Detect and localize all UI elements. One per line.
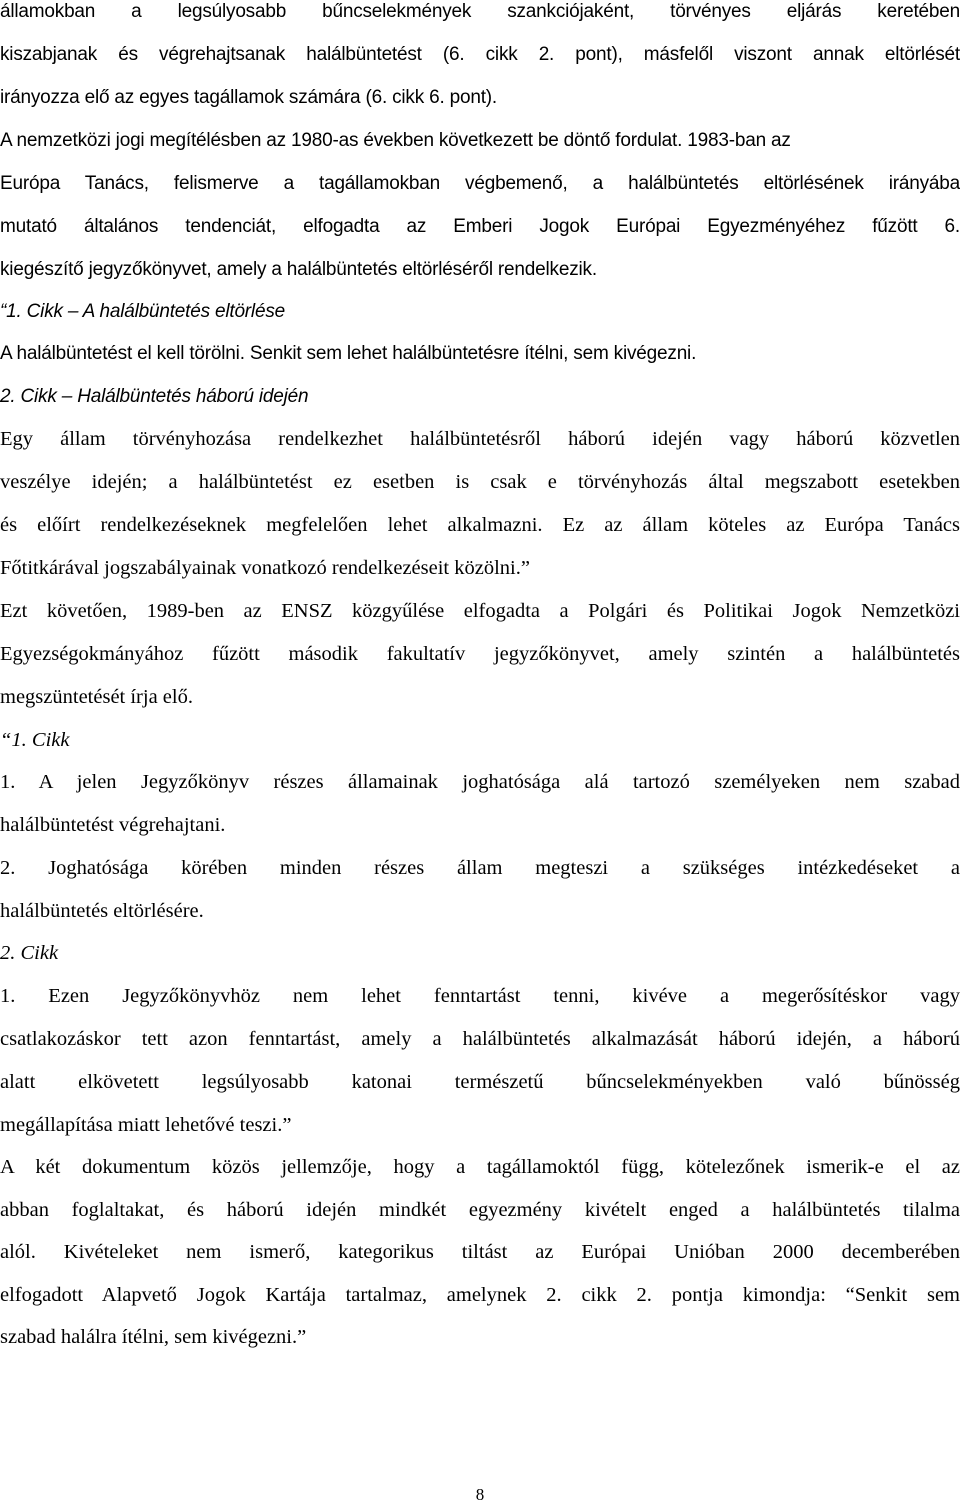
text-line: megszüntetését írja elő.	[0, 686, 193, 708]
text-line: Egy állam törvényhozása rendelkezhet halálbüntetésről háború idején vagy háború közvetlen	[0, 428, 960, 450]
text-line: és előírt rendelkezéseknek megfelelően lehet alkalmazni. Ez az állam köteles az Európa Tanács	[0, 514, 960, 536]
text-line: A nemzetközi jogi megítélésben az 1980-as években következett be döntő fordulat. 1983-ban az	[0, 130, 791, 151]
article-heading: “1. Cikk	[0, 729, 70, 751]
page-number: 8	[475, 1485, 485, 1504]
text-line: elfogadott Alapvető Jogok Kartája tartalmaz, amelynek 2. cikk 2. pontja kimondja: “Senkit sem	[0, 1284, 960, 1306]
text-line: alól. Kivételeket nem ismerő, kategorikus tiltást az Európai Unióban 2000 decemberében	[0, 1241, 960, 1263]
text-line: A két dokumentum közös jellemzője, hogy a tagállamoktól függ, kötelezőnek ismerik-e el az	[0, 1156, 960, 1178]
article-heading: 2. Cikk – Halálbüntetés háború idején	[0, 386, 309, 407]
article-heading: “1. Cikk – A halálbüntetés eltörlése	[0, 301, 285, 322]
text-line: csatlakozáskor tett azon fenntartást, amely a halálbüntetés alkalmazását háború idején, a háború	[0, 1028, 960, 1050]
text-line: Egyezségokmányához fűzött második fakultatív jegyzőkönyvet, amely szintén a halálbüntetés	[0, 643, 960, 665]
text-line: 1. Ezen Jegyzőkönyvhöz nem lehet fenntartást tenni, kivéve a megerősítéskor vagy	[0, 985, 960, 1007]
text-line: 2. Joghatósága körében minden részes állam megteszi a szükséges intézkedéseket a	[0, 857, 960, 879]
text-line: abban foglaltakat, és háború idején mindkét egyezmény kivételt enged a halálbüntetés tilalma	[0, 1199, 960, 1221]
text-line: Főtitkárával jogszabályainak vonatkozó rendelkezéseit közölni.”	[0, 557, 530, 579]
text-line: alatt elkövetett legsúlyosabb katonai természetű bűncselekményekben való bűnösség	[0, 1071, 960, 1093]
text-line: államokban a legsúlyosabb bűncselekmények szankciójaként, törvényes eljárás keretében	[0, 1, 960, 22]
text-line: kiegészítő jegyzőkönyvet, amely a halálbüntetés eltörléséről rendelkezik.	[0, 259, 597, 280]
text-line: megállapítása miatt lehetővé teszi.”	[0, 1114, 292, 1136]
text-line: veszélye idején; a halálbüntetést ez esetben is csak e törvényhozás által megszabott esetekben	[0, 471, 960, 493]
article-heading: 2. Cikk	[0, 942, 59, 964]
text-line: 1. A jelen Jegyzőkönyv részes államainak joghatósága alá tartozó személyeken nem szabad	[0, 771, 960, 793]
text-line: halálbüntetést végrehajtani.	[0, 814, 226, 836]
text-line: szabad halálra ítélni, sem kivégezni.”	[0, 1326, 307, 1348]
text-line: Ezt követően, 1989-ben az ENSZ közgyűlése elfogadta a Polgári és Politikai Jogok Nemzetközi	[0, 600, 960, 622]
text-line: kiszabjanak és végrehajtsanak halálbüntetést (6. cikk 2. pont), másfelől viszont annak eltörlését	[0, 44, 960, 65]
text-line: irányozza elő az egyes tagállamok számára (6. cikk 6. pont).	[0, 87, 498, 108]
text-line: halálbüntetés eltörlésére.	[0, 900, 204, 922]
text-line: A halálbüntetést el kell törölni. Senkit sem lehet halálbüntetésre ítélni, sem kivégezni.	[0, 343, 697, 364]
text-line: mutató általános tendenciát, elfogadta az Emberi Jogok Európai Egyezményéhez fűzött 6.	[0, 216, 960, 237]
text-line: Európa Tanács, felismerve a tagállamokban végbemenő, a halálbüntetés eltörlésének irányába	[0, 173, 960, 194]
